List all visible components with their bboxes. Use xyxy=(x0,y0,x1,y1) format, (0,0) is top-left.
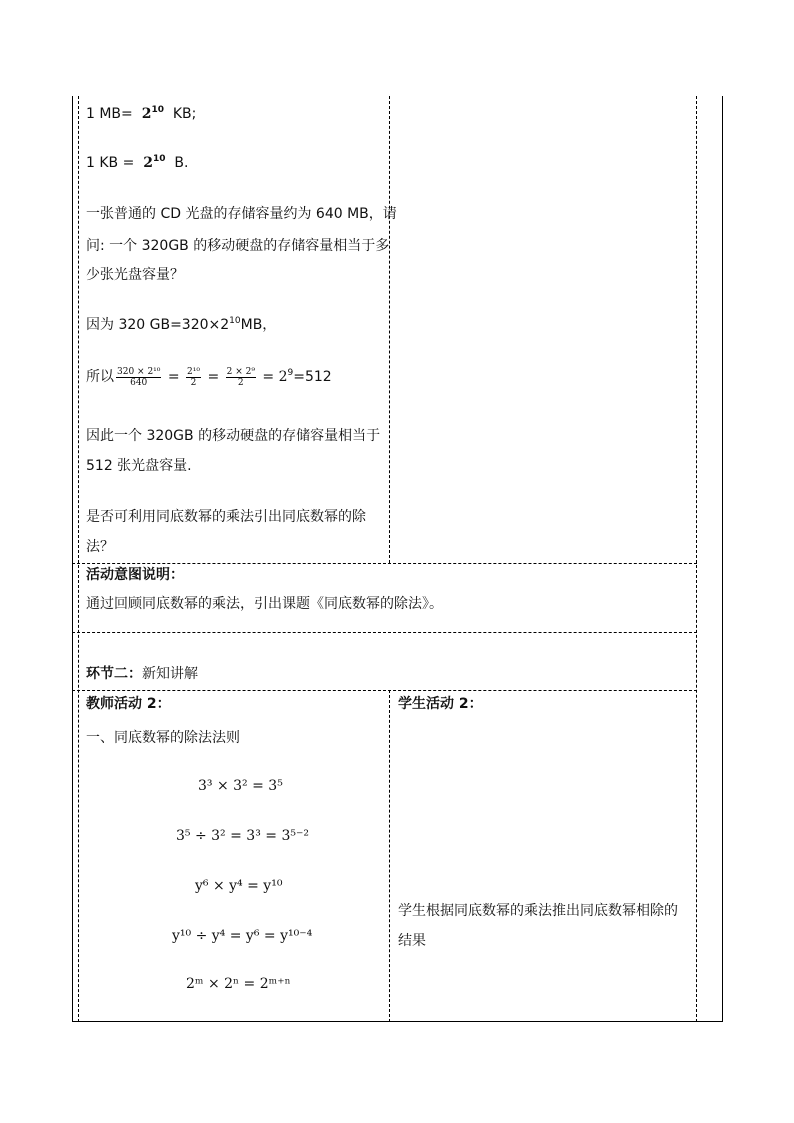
student-activity-heading: 学生活动 2： xyxy=(398,696,483,712)
inner-right-border xyxy=(696,96,697,1022)
question-line-2: 问: 一个 320GB 的移动硬盘的存储容量相当于多 xyxy=(86,238,390,254)
fraction-2 xyxy=(186,367,201,388)
equals-sign-3: = xyxy=(262,369,275,385)
kb-label: 1 KB = xyxy=(86,155,135,171)
equation-2: 3⁵ ÷ 3² = 3³ = 3⁵⁻² xyxy=(176,828,309,844)
kb-base: 2 xyxy=(143,155,153,171)
mb-unit: KB; xyxy=(172,106,197,122)
mb-exponent: 10 xyxy=(151,105,164,115)
because-line xyxy=(86,316,276,334)
ask-line-1: 是否可利用同底数幂的乘法引出同底数幂的除 xyxy=(86,509,366,525)
intent-heading: 活动意图说明： xyxy=(86,567,184,583)
equals-sign-2: = xyxy=(207,369,220,385)
row-divider-intent xyxy=(72,563,697,564)
fraction-3-numerator: 2 × 2⁹ xyxy=(226,366,255,377)
section-two-title: 新知讲解 xyxy=(142,666,198,682)
row-divider-activities xyxy=(72,690,697,691)
section-two-label: 环节二： xyxy=(86,666,142,682)
kb-unit: B. xyxy=(174,155,189,171)
fraction-2-denominator: 2 xyxy=(190,377,197,388)
therefore-line-2: 512 张光盘容量. xyxy=(86,458,192,474)
upper-column-divider xyxy=(389,96,390,563)
fraction-1-denominator: 640 xyxy=(130,377,148,388)
fraction-1-numerator: 320 × 2¹⁰ xyxy=(117,366,161,377)
equation-4: y¹⁰ ÷ y⁴ = y⁶ = y¹⁰⁻⁴ xyxy=(172,928,313,944)
row-divider-section xyxy=(72,632,697,633)
ask-line-2: 法？ xyxy=(86,539,114,555)
intent-text: 通过回顾同底数幂的乘法，引出课题《同底数幂的除法》。 xyxy=(86,596,443,612)
fraction-2-numerator: 2¹⁰ xyxy=(187,366,200,377)
mb-base: 2 xyxy=(141,106,152,122)
because-prefix: 因为 320 GB=320×2 xyxy=(86,317,230,333)
therefore-line-1: 因此一个 320GB 的移动硬盘的存储容量相当于 xyxy=(86,428,381,444)
equals-sign-1: = xyxy=(167,369,180,385)
equation-3: y⁶ × y⁴ = y¹⁰ xyxy=(195,878,283,894)
equation-5: 2ᵐ × 2ⁿ = 2ᵐ⁺ⁿ xyxy=(186,976,291,992)
question-line-3: 少张光盘容量？ xyxy=(86,267,184,283)
fraction-3 xyxy=(226,367,256,388)
kb-exponent: 10 xyxy=(152,154,166,164)
so-calculation-line xyxy=(86,364,332,390)
mb-conversion-line xyxy=(86,105,196,123)
inner-left-border xyxy=(78,96,79,1022)
fraction-1 xyxy=(116,367,161,388)
teacher-activity-heading: 教师活动 2： xyxy=(86,696,171,712)
student-text-line-1: 学生根据同底数幂的乘法推出同底数幂相除的 xyxy=(398,903,678,919)
result-base: 2 xyxy=(278,369,288,385)
equation-1: 3³ × 3² = 3⁵ xyxy=(198,778,283,794)
teacher-subheading: 一、同底数幂的除法法则 xyxy=(86,730,240,746)
fraction-3-denominator: 2 xyxy=(237,377,244,388)
because-suffix: MB， xyxy=(240,317,277,333)
section-two-heading xyxy=(86,665,198,683)
lesson-table-frame xyxy=(72,96,723,1022)
kb-conversion-line xyxy=(86,154,188,172)
result-exponent: 9 xyxy=(287,368,294,378)
question-line-1: 一张普通的 CD 光盘的存储容量约为 640 MB，请 xyxy=(86,206,397,222)
result-value: =512 xyxy=(293,369,332,385)
lower-column-divider xyxy=(389,690,390,1022)
because-exponent: 10 xyxy=(229,316,241,326)
mb-label: 1 MB= xyxy=(86,106,133,122)
student-text-line-2: 结果 xyxy=(398,933,426,949)
so-prefix: 所以 xyxy=(86,369,114,385)
